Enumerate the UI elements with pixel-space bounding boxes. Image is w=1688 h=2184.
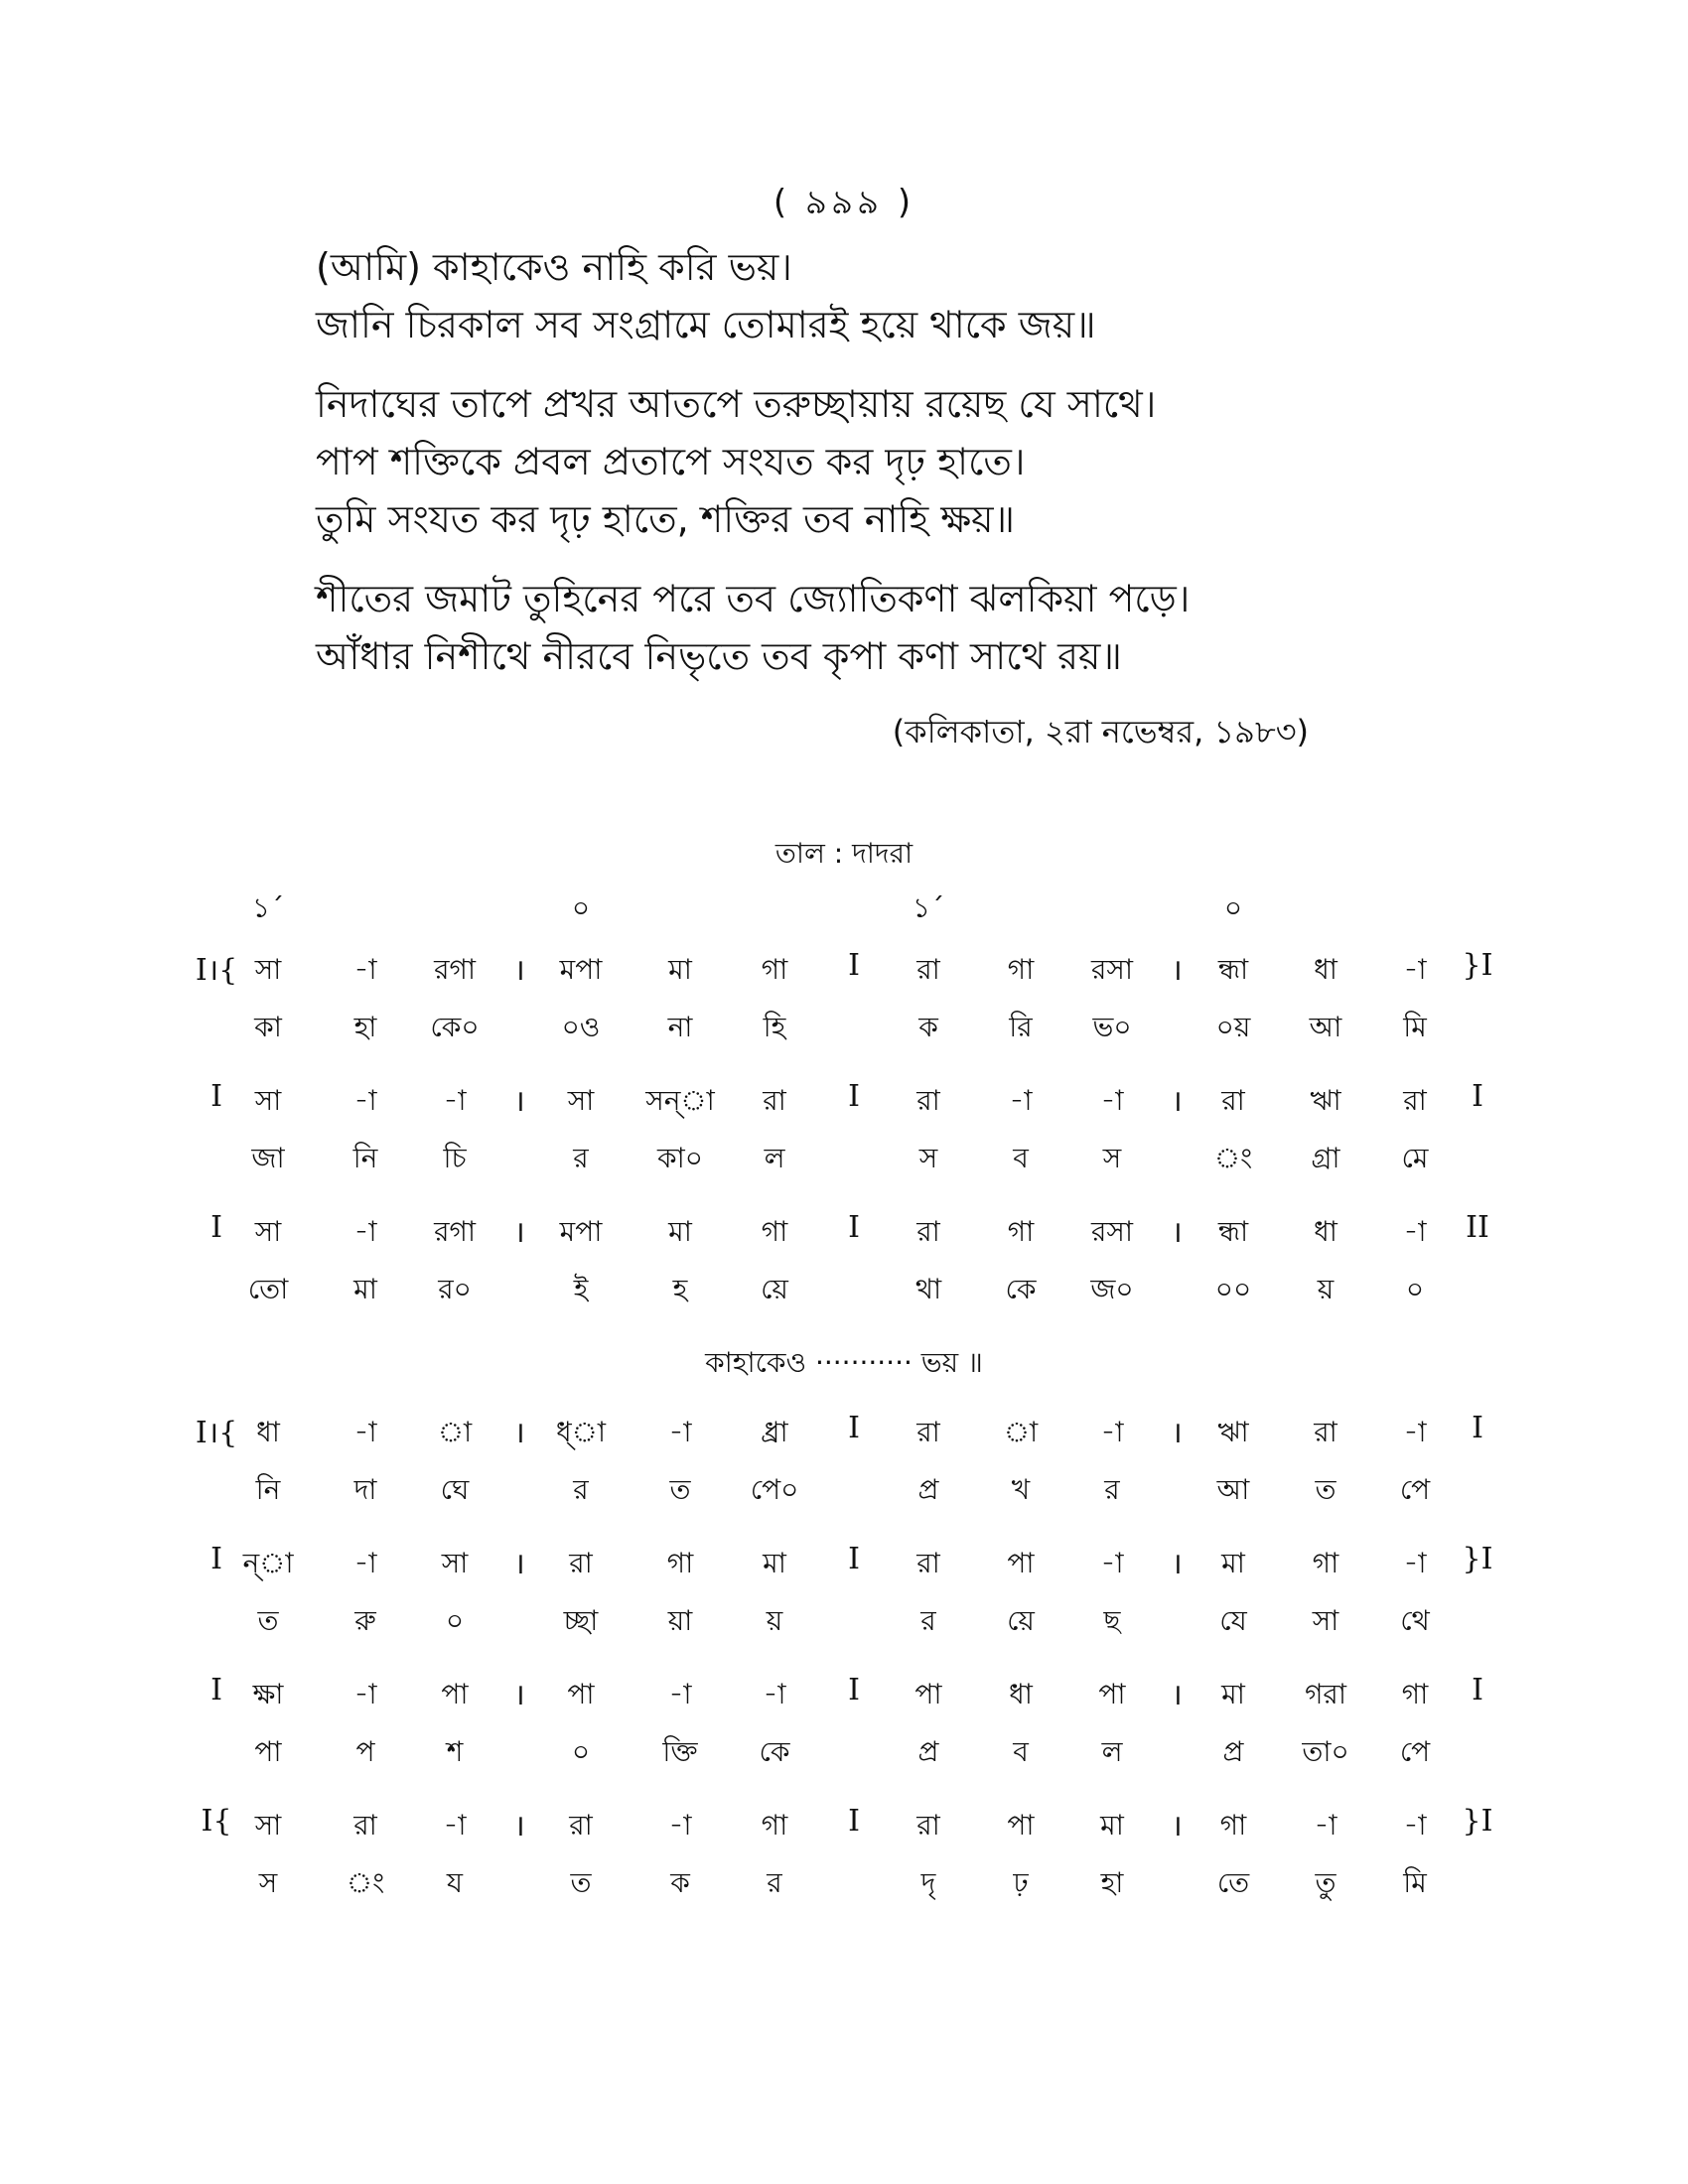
- swara-note: -া: [1100, 1547, 1124, 1579]
- swara-note: -া: [1403, 1809, 1427, 1842]
- bar-mark: II: [1466, 1210, 1489, 1245]
- bar-mark: I: [211, 1673, 222, 1707]
- swara-note: গা: [761, 953, 788, 986]
- lyric-syllable: তো: [247, 1273, 289, 1305]
- bar-mark: ।: [513, 1678, 525, 1712]
- swara-note: মা: [1221, 1678, 1245, 1710]
- lyric-syllable: পে: [1399, 1735, 1431, 1768]
- notation-block: [0, 948, 1688, 1079]
- bar-mark: I: [848, 1079, 860, 1114]
- notation-block: [0, 1411, 1688, 1542]
- lyric-syllable: র: [573, 1142, 589, 1174]
- lyric-syllable: কা০: [657, 1142, 703, 1174]
- swara-note: -া: [763, 1678, 786, 1710]
- swara-note: রা: [916, 953, 940, 986]
- bar-mark: ।: [513, 1084, 525, 1119]
- lyric-syllable: চি: [443, 1142, 467, 1174]
- swara-note: মা: [668, 1215, 692, 1248]
- lyric-syllable: জা: [251, 1142, 285, 1174]
- bar-mark: I: [848, 1673, 860, 1707]
- lyric-syllable: রি: [1009, 1011, 1033, 1043]
- lyric-syllable: নি: [352, 1142, 378, 1174]
- lyric-syllable: হি: [763, 1011, 786, 1043]
- bar-mark: I।{: [195, 953, 238, 988]
- swara-note: মা: [1100, 1809, 1124, 1842]
- lyric-syllable: ক: [918, 1011, 938, 1043]
- lyric-syllable: ছ: [1103, 1604, 1121, 1637]
- lyric-syllable: তু: [1315, 1866, 1336, 1899]
- lyric-row: [0, 1861, 1688, 1905]
- bar-mark: ।: [1171, 1215, 1183, 1250]
- lyric-syllable: ল: [1101, 1735, 1123, 1768]
- swara-note: রা: [569, 1809, 593, 1842]
- swara-note: পা: [1098, 1678, 1126, 1710]
- lyric-syllable: ব: [1013, 1142, 1029, 1174]
- lyric-row: [0, 1006, 1688, 1049]
- bar-mark: ।: [513, 953, 525, 988]
- lyric-syllable: গ্রা: [1311, 1142, 1340, 1174]
- lyric-syllable: ০: [1405, 1273, 1425, 1305]
- swara-note: গা: [761, 1809, 788, 1842]
- swara-note: গা: [1219, 1809, 1247, 1842]
- page-number: ( ৯৯৯ ): [773, 183, 915, 222]
- lyric-syllable: ঘে: [440, 1473, 470, 1506]
- lyric-syllable: মা: [353, 1273, 377, 1305]
- lyric-syllable: ঢ়: [1013, 1866, 1029, 1899]
- lyric-syllable: আ: [1309, 1011, 1342, 1043]
- lyric-syllable: তে: [1216, 1866, 1250, 1899]
- bar-mark: I: [211, 1079, 222, 1114]
- lyric-syllable: যে: [1219, 1604, 1247, 1637]
- swara-note: পা: [1007, 1547, 1035, 1579]
- swara-note: গা: [1007, 1215, 1035, 1248]
- swara-note: -া: [668, 1809, 692, 1842]
- lyric-syllable: ত: [570, 1866, 592, 1899]
- bar-mark: }I: [1462, 1542, 1493, 1576]
- lyric-syllable: মি: [1403, 1011, 1427, 1043]
- notation-block: [0, 1210, 1688, 1341]
- lyric-syllable: প্র: [917, 1473, 939, 1506]
- bar-mark: I: [211, 1542, 222, 1576]
- bar-mark: I: [211, 1210, 222, 1245]
- bar-mark: ।: [1171, 1809, 1183, 1843]
- swara-note: পা: [567, 1678, 595, 1710]
- bar-mark: I: [848, 948, 860, 983]
- lyric-syllable: প্র: [1222, 1735, 1244, 1768]
- lyric-syllable: কে: [1005, 1273, 1037, 1305]
- swara-note: গা: [666, 1547, 694, 1579]
- lyric-syllable: মে: [1401, 1142, 1429, 1174]
- lyric-syllable: য়ে: [1007, 1604, 1035, 1637]
- swara-note: গা: [1312, 1547, 1339, 1579]
- swara-note: মপা: [559, 1215, 603, 1248]
- swara-row: [0, 1079, 1688, 1123]
- swara-note: ধা: [1009, 1678, 1033, 1710]
- lyric-syllable: ০য়: [1215, 1011, 1251, 1043]
- verse-line: (আমি) কাহাকেও নাহি করি ভয়।: [316, 245, 792, 289]
- swara-note: -া: [353, 1416, 377, 1448]
- lyric-syllable: ০: [445, 1604, 465, 1637]
- swara-note: মা: [763, 1547, 786, 1579]
- beat-markers: [0, 887, 1688, 926]
- bar-mark: I: [848, 1542, 860, 1576]
- lyric-row: [0, 1468, 1688, 1512]
- lyric-syllable: র: [920, 1604, 936, 1637]
- refrain-text: কাহাকেও ··········· ভয় ॥: [705, 1346, 983, 1379]
- lyric-syllable: পে: [1399, 1473, 1431, 1506]
- lyric-syllable: চ্ছা: [563, 1604, 599, 1637]
- verse-line: আঁধার নিশীথে নীরবে নিভৃতে তব কৃপা কণা সাথে রয়॥: [316, 634, 1122, 678]
- bar-mark: ।: [513, 1215, 525, 1250]
- swara-note: রসা: [1090, 1215, 1134, 1248]
- swara-note: া: [437, 1416, 473, 1448]
- verse-line: তুমি সংযত কর দৃঢ় হাতে, শক্তির তব নাহি ক্ষয়॥: [316, 497, 1016, 541]
- swara-note: ঋা: [1310, 1084, 1341, 1117]
- swara-note: ন্া: [242, 1547, 294, 1579]
- swara-note: মা: [1221, 1547, 1245, 1579]
- lyric-syllable: ০০: [1214, 1273, 1252, 1305]
- verse-line: পাপ শক্তিকে প্রবল প্রতাপে সংযত কর দৃঢ় হাতে।: [316, 440, 1026, 483]
- swara-note: রসা: [1090, 953, 1134, 986]
- lyric-syllable: য়া: [667, 1604, 693, 1637]
- swara-note: সা: [254, 1215, 282, 1248]
- stanza-1: [316, 238, 1368, 353]
- swara-note: মা: [668, 953, 692, 986]
- lyric-syllable: পা: [254, 1735, 282, 1768]
- lyric-syllable: ত: [257, 1604, 279, 1637]
- swara-row: [0, 1673, 1688, 1716]
- bar-mark: ।: [1171, 953, 1183, 988]
- swara-note: রা: [1221, 1084, 1245, 1117]
- swara-note: -া: [443, 1084, 467, 1117]
- swara-note: ধ্রা: [761, 1416, 788, 1448]
- lyric-syllable: কা: [254, 1011, 282, 1043]
- lyric-syllable: প্র: [917, 1735, 939, 1768]
- lyric-syllable: মি: [1403, 1866, 1427, 1899]
- swara-note: পা: [1007, 1809, 1035, 1842]
- swara-note: সা: [254, 1809, 282, 1842]
- lyric-syllable: ত: [1315, 1473, 1336, 1506]
- swara-note: ধা: [1314, 1215, 1337, 1248]
- verse-line: শীতের জমাট তুহিনের পরে তব জ্যোতিকণা ঝলকিয়া পড়ে।: [316, 577, 1191, 620]
- bar-mark: ।: [1171, 1678, 1183, 1712]
- notation-block: [0, 1079, 1688, 1210]
- swara-note: রা: [916, 1809, 940, 1842]
- lyric-syllable: ব: [1013, 1735, 1029, 1768]
- swara-note: -া: [1403, 1547, 1427, 1579]
- lyric-syllable: তা০: [1302, 1735, 1349, 1768]
- lyric-syllable: ০: [571, 1735, 591, 1768]
- lyric-syllable: থা: [914, 1273, 942, 1305]
- bar-mark: I: [848, 1210, 860, 1245]
- swara-row: [0, 948, 1688, 992]
- swara-note: -া: [353, 1547, 377, 1579]
- lyric-syllable: নি: [255, 1473, 281, 1506]
- lyric-syllable: র: [573, 1473, 589, 1506]
- swara-note: -া: [668, 1678, 692, 1710]
- bar-mark: ।: [513, 1809, 525, 1843]
- swara-note: সা: [254, 953, 282, 986]
- swara-note: রা: [916, 1416, 940, 1448]
- swara-note: রা: [1314, 1416, 1337, 1448]
- beat-marker: ১´: [912, 891, 945, 924]
- swara-note: রা: [353, 1809, 377, 1842]
- bar-mark: I: [1472, 1411, 1483, 1445]
- swara-row: [0, 1542, 1688, 1585]
- tala-heading: তাল : দাদরা: [774, 837, 914, 870]
- lyric-syllable: য: [446, 1866, 464, 1899]
- swara-note: রা: [916, 1215, 940, 1248]
- lyric-row: [0, 1599, 1688, 1643]
- swara-note: মপা: [559, 953, 603, 986]
- bar-mark: I।{: [195, 1416, 238, 1450]
- swara-note: গা: [1007, 953, 1035, 986]
- bar-mark: I{: [201, 1804, 232, 1839]
- swara-note: ক্ষা: [252, 1678, 284, 1710]
- lyric-syllable: সা: [1312, 1604, 1339, 1637]
- lyric-syllable: ং: [346, 1866, 385, 1899]
- lyric-syllable: কে: [759, 1735, 790, 1768]
- lyric-syllable: র০: [438, 1273, 472, 1305]
- swara-row: [0, 1411, 1688, 1454]
- swara-note: পা: [441, 1678, 469, 1710]
- beat-marker: ০: [1223, 891, 1243, 924]
- swara-note: রা: [763, 1084, 786, 1117]
- lyric-syllable: য়: [766, 1604, 783, 1637]
- lyric-syllable: ০ও: [561, 1011, 601, 1043]
- bar-mark: I: [1472, 1079, 1483, 1114]
- swara-note: গরা: [1305, 1678, 1346, 1710]
- bar-mark: }I: [1462, 948, 1493, 983]
- lyric-syllable: স: [258, 1866, 278, 1899]
- lyric-syllable: স: [1102, 1142, 1122, 1174]
- lyric-syllable: আ: [1216, 1473, 1250, 1506]
- swara-note: সা: [567, 1084, 595, 1117]
- lyric-syllable: দা: [353, 1473, 377, 1506]
- swara-note: রগা: [434, 1215, 476, 1248]
- swara-note: -া: [1314, 1809, 1337, 1842]
- swara-row: [0, 1804, 1688, 1847]
- swara-note: ঋা: [1217, 1416, 1249, 1448]
- swara-note: ধা: [1314, 953, 1337, 986]
- refrain-line: [0, 1341, 1688, 1411]
- swara-note: -া: [1100, 1416, 1124, 1448]
- swara-note: -া: [443, 1809, 467, 1842]
- swara-note: ধ্া: [555, 1416, 607, 1448]
- swara-note: -া: [668, 1416, 692, 1448]
- lyric-syllable: জ০: [1090, 1273, 1134, 1305]
- bar-mark: ।: [1171, 1547, 1183, 1581]
- swara-row: [0, 1210, 1688, 1254]
- notation-group-1: [0, 948, 1688, 1341]
- place-date-signature: (কলিকাতা, ২রা নভেম্বর, ১৯৮৩): [892, 713, 1309, 751]
- swara-note: রা: [569, 1547, 593, 1579]
- song-lyrics: [316, 238, 1368, 707]
- lyric-syllable: ই: [573, 1273, 589, 1305]
- lyric-row: [0, 1730, 1688, 1774]
- swara-note: পা: [914, 1678, 942, 1710]
- swara-note: ন্ধা: [1217, 1215, 1249, 1248]
- beat-marker: ১´: [251, 891, 285, 924]
- lyric-syllable: য়ে: [761, 1273, 788, 1305]
- swara-note: রগা: [434, 953, 476, 986]
- swara-note: -া: [1403, 1215, 1427, 1248]
- swara-note: রা: [1403, 1084, 1427, 1117]
- notation-block: [0, 1673, 1688, 1804]
- swara-note: -া: [1403, 1416, 1427, 1448]
- beat-marker: ০: [571, 891, 591, 924]
- swara-note: -া: [1009, 1084, 1033, 1117]
- swara-note: -া: [1100, 1084, 1124, 1117]
- bar-mark: ।: [1171, 1084, 1183, 1119]
- bar-mark: I: [848, 1804, 860, 1839]
- lyric-syllable: র: [767, 1866, 782, 1899]
- lyric-syllable: খ: [1011, 1473, 1031, 1506]
- notation-section: [0, 948, 1688, 1935]
- lyric-row: [0, 1137, 1688, 1180]
- verse-line: নিদাঘের তাপে প্রখর আতপে তরুচ্ছায়ায় রয়েছ যে সাথে।: [316, 382, 1157, 426]
- lyric-syllable: শ: [446, 1735, 464, 1768]
- lyric-syllable: থে: [1400, 1604, 1430, 1637]
- lyric-syllable: র: [1104, 1473, 1120, 1506]
- bar-mark: I: [1472, 1673, 1483, 1707]
- lyric-syllable: পে০: [750, 1473, 799, 1506]
- notation-block: [0, 1804, 1688, 1935]
- lyric-syllable: স: [918, 1142, 938, 1174]
- swara-note: -া: [353, 1678, 377, 1710]
- notation-block: [0, 1542, 1688, 1673]
- swara-note: গা: [761, 1215, 788, 1248]
- swara-note: সন্‌া: [645, 1084, 715, 1117]
- swara-note: -া: [1403, 953, 1427, 986]
- swara-note: রা: [916, 1084, 940, 1117]
- lyric-syllable: রু: [354, 1604, 376, 1637]
- swara-note: সা: [254, 1084, 282, 1117]
- swara-note: রা: [916, 1547, 940, 1579]
- lyric-syllable: ল: [764, 1142, 785, 1174]
- swara-note: গা: [1401, 1678, 1429, 1710]
- swara-note: -া: [353, 953, 377, 986]
- lyric-syllable: ত: [669, 1473, 691, 1506]
- lyric-syllable: প: [355, 1735, 375, 1768]
- stanza-3: [316, 570, 1368, 685]
- bar-mark: ।: [513, 1547, 525, 1581]
- lyric-syllable: ভ০: [1092, 1011, 1132, 1043]
- bar-mark: ।: [513, 1416, 525, 1450]
- lyric-syllable: য়: [1317, 1273, 1335, 1305]
- lyric-row: [0, 1268, 1688, 1311]
- lyric-syllable: হা: [353, 1011, 377, 1043]
- bar-mark: ।: [1171, 1416, 1183, 1450]
- lyric-syllable: হ: [672, 1273, 688, 1305]
- lyric-syllable: হা: [1100, 1866, 1124, 1899]
- stanza-2: [316, 375, 1368, 548]
- lyric-syllable: কে০: [430, 1011, 480, 1043]
- notation-group-2: [0, 1411, 1688, 1935]
- lyric-syllable: ং: [1213, 1142, 1253, 1174]
- verse-line: জানি চিরকাল সব সংগ্রামে তোমারই হয়ে থাকে জয়॥: [316, 303, 1096, 346]
- lyric-syllable: ক্তি: [662, 1735, 698, 1768]
- lyric-syllable: না: [667, 1011, 693, 1043]
- swara-note: -া: [353, 1215, 377, 1248]
- swara-note: ন্ধা: [1217, 953, 1249, 986]
- swara-note: -া: [353, 1084, 377, 1117]
- swara-note: সা: [441, 1547, 469, 1579]
- swara-note: ধা: [256, 1416, 280, 1448]
- swara-note: া: [1003, 1416, 1039, 1448]
- bar-mark: I: [848, 1411, 860, 1445]
- lyric-syllable: দৃ: [920, 1866, 936, 1899]
- lyric-syllable: ক: [670, 1866, 690, 1899]
- bar-mark: }I: [1462, 1804, 1493, 1839]
